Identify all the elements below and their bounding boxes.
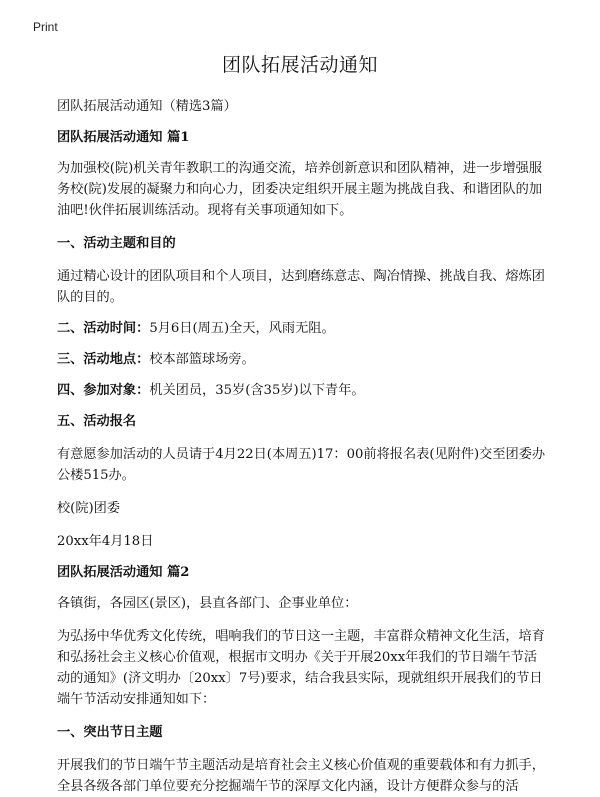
signature: 校(院)团委: [57, 501, 121, 516]
paragraph: 各镇街，各园区(景区)，县直各部门、企事业单位：: [57, 596, 358, 611]
article-heading: 团队拓展活动通知 篇1: [57, 130, 190, 145]
paragraph: 为弘扬中华优秀文化传统，唱响我们的节日这一主题，丰富群众精神文化生活，培育和弘扬社会主义核心价值观，根据市文明办《关于开展20xx年我们的节日端午节活动的通知》(济文明办〔20xx〕7号)要求，结合我县实际，现就组织开展我们的节日端午节活动安排通知如下：: [57, 629, 545, 707]
paragraph: 有意愿参加活动的人员请于4月22日(本周五)17：00前将报名表(见附件)交至团委办公楼515办。: [57, 447, 546, 483]
section-heading: 五、活动报名: [57, 414, 137, 429]
document-subtitle: 团队拓展活动通知（精选3篇）: [57, 99, 237, 114]
section-text: 校本部篮球场旁。: [149, 352, 255, 367]
paragraph: [57, 380, 547, 401]
section-text: 5月6日(周五)全天，风雨无阻。: [149, 321, 335, 336]
paragraph: 开展我们的节日端午节主题活动是培育社会主义核心价值观的重要载体和有力抓手，全县各级各部门单位要充分挖掘端午节的深厚文化内涵，设计方便群众参与的活: [57, 758, 545, 794]
article-heading: 团队拓展活动通知 篇2: [57, 565, 190, 580]
section-label: 三、活动地点：: [57, 352, 150, 367]
paragraph: [57, 318, 547, 339]
section-label: 二、活动时间：: [57, 321, 150, 336]
paragraph: 为加强校(院)机关青年教职工的沟通交流，培养创新意识和团队精神，进一步增强服务校(院)发展的凝聚力和向心力，团委决定组织开展主题为挑战自我、和谐团队的加油吧!伙伴拓展训练活动。现将有关事项通知如下。: [57, 161, 543, 218]
paragraph: [57, 349, 547, 370]
page-title: 团队拓展活动通知: [221, 54, 378, 76]
document-body: [57, 96, 547, 797]
date: 20xx年4月18日: [57, 534, 154, 549]
section-text: 机关团员，35岁(含35岁)以下青年。: [149, 383, 365, 398]
print-link[interactable]: Print: [33, 20, 58, 34]
paragraph: 通过精心设计的团队项目和个人项目，达到磨练意志、陶冶情操、挑战自我、熔炼团队的目的。: [57, 269, 545, 305]
section-heading: 一、活动主题和目的: [57, 236, 176, 251]
section-label: 四、参加对象：: [57, 383, 150, 398]
section-heading: 一、突出节日主题: [57, 725, 163, 740]
